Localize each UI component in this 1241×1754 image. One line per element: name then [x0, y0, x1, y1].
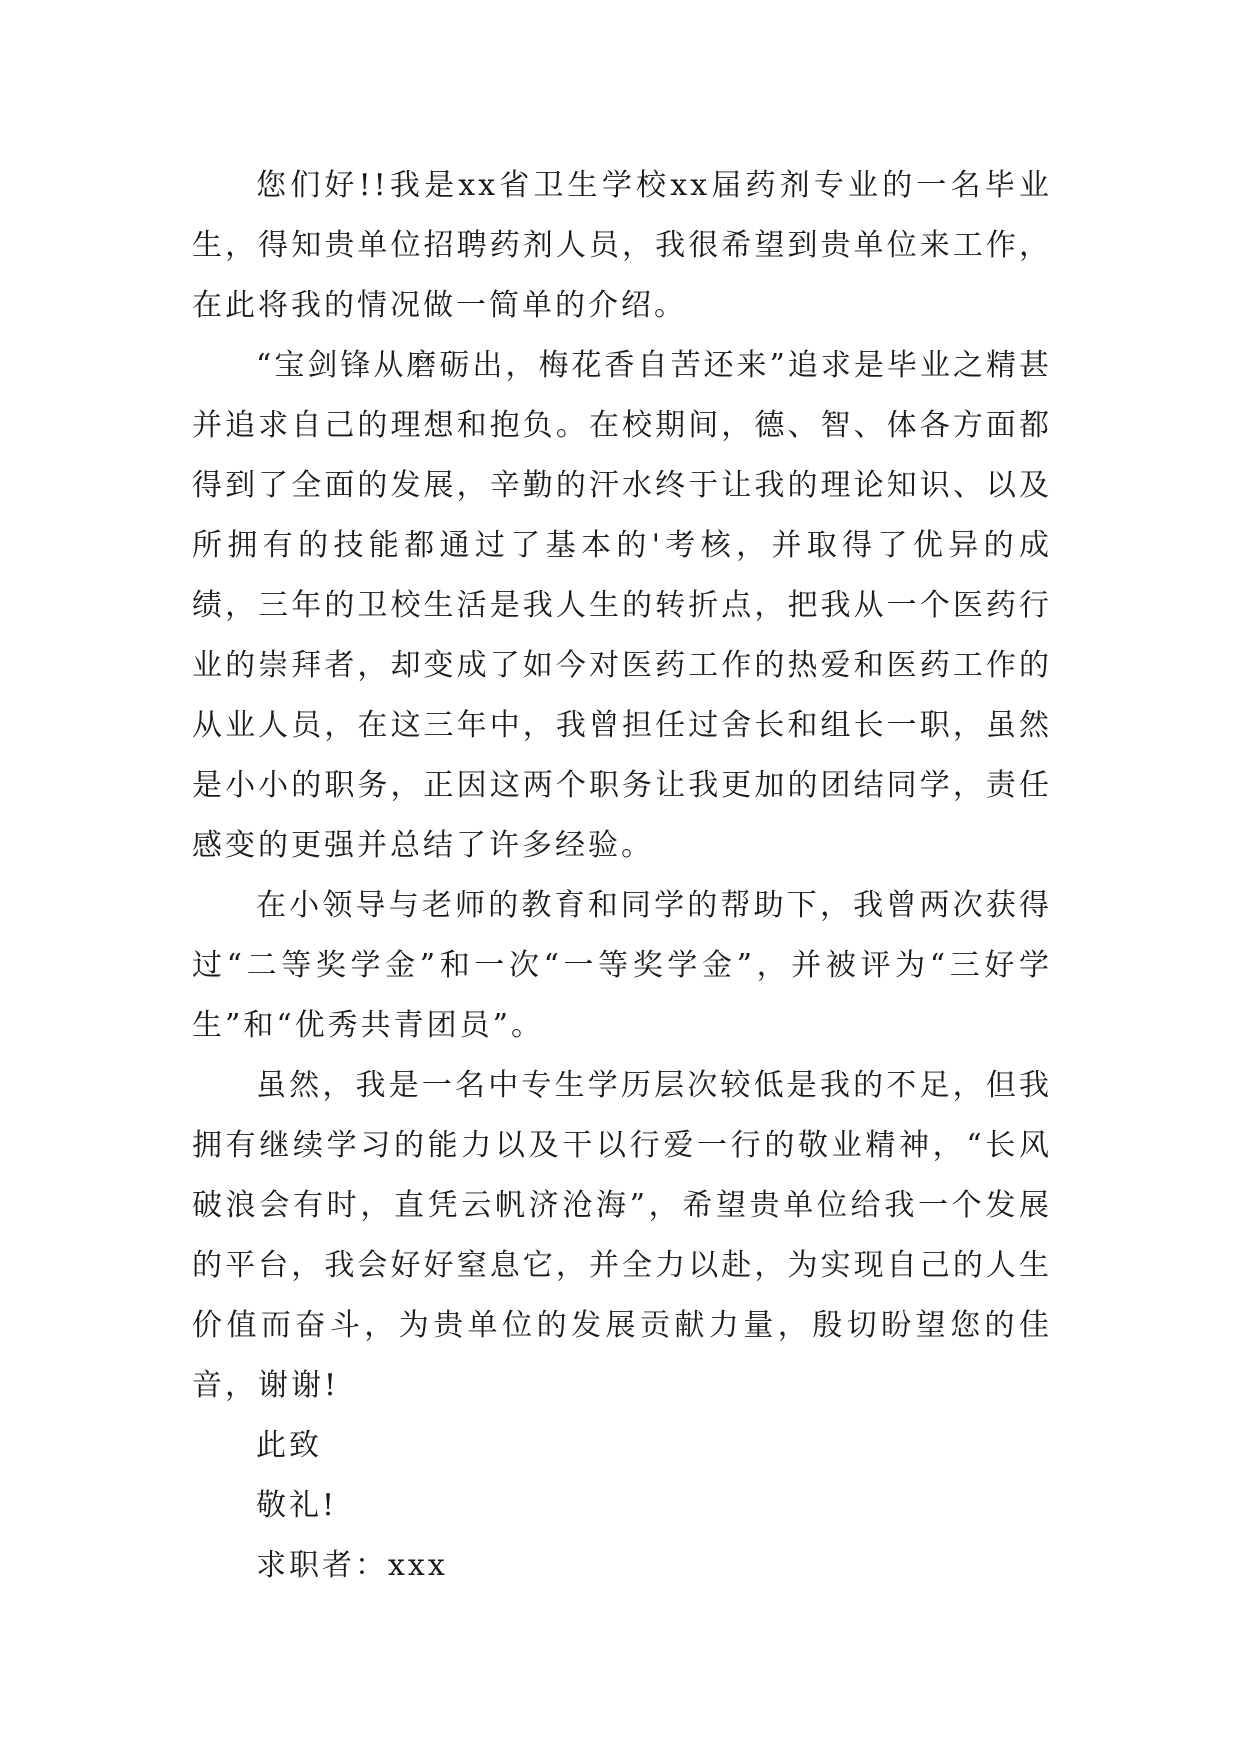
paragraph-aspiration: 虽然，我是一名中专生学历层次较低是我的不足，但我拥有继续学习的能力以及干以行爱一行的敬业精神，“长风破浪会有时，直凭云帆济沧海”，希望贵单位给我一个发展的平台，我会好好窒息它，并全力以赴，为实现自己的人生价值而奋斗，为贵单位的发展贡献力量，殷切盼望您的佳音，谢谢!	[192, 1068, 1052, 1403]
paragraph-greeting: 您们好!!我是xx省卫生学校xx届药剂专业的一名毕业生，得知贵单位招聘药剂人员，我很希望到贵单位来工作，在此将我的情况做一简单的介绍。	[192, 168, 1052, 323]
letter-body	[192, 156, 1052, 1596]
closing-regards: 敬礼!	[256, 1488, 338, 1523]
signature: 求职者：xxx	[256, 1548, 448, 1583]
paragraph-awards: 在小领导与老师的教育和同学的帮助下，我曾两次获得过“二等奖学金”和一次“一等奖学金”，并被评为“三好学生”和“优秀共青团员”。	[192, 888, 1052, 1043]
closing-salutation: 此致	[256, 1428, 322, 1463]
paragraph-study-experience: “宝剑锋从磨砺出，梅花香自苦还来”追求是毕业之精甚并追求自己的理想和抱负。在校期间，德、智、体各方面都得到了全面的发展，辛勤的汗水终于让我的理论知识、以及所拥有的技能都通过了基本的'考核，并取得了优异的成绩，三年的卫校生活是我人生的转折点，把我从一个医药行业的崇拜者，却变成了如今对医药工作的热爱和医药工作的从业人员，在这三年中，我曾担任过舍长和组长一职，虽然是小小的职务，正因这两个职务让我更加的团结同学，责任感变的更强并总结了许多经验。	[192, 348, 1052, 863]
